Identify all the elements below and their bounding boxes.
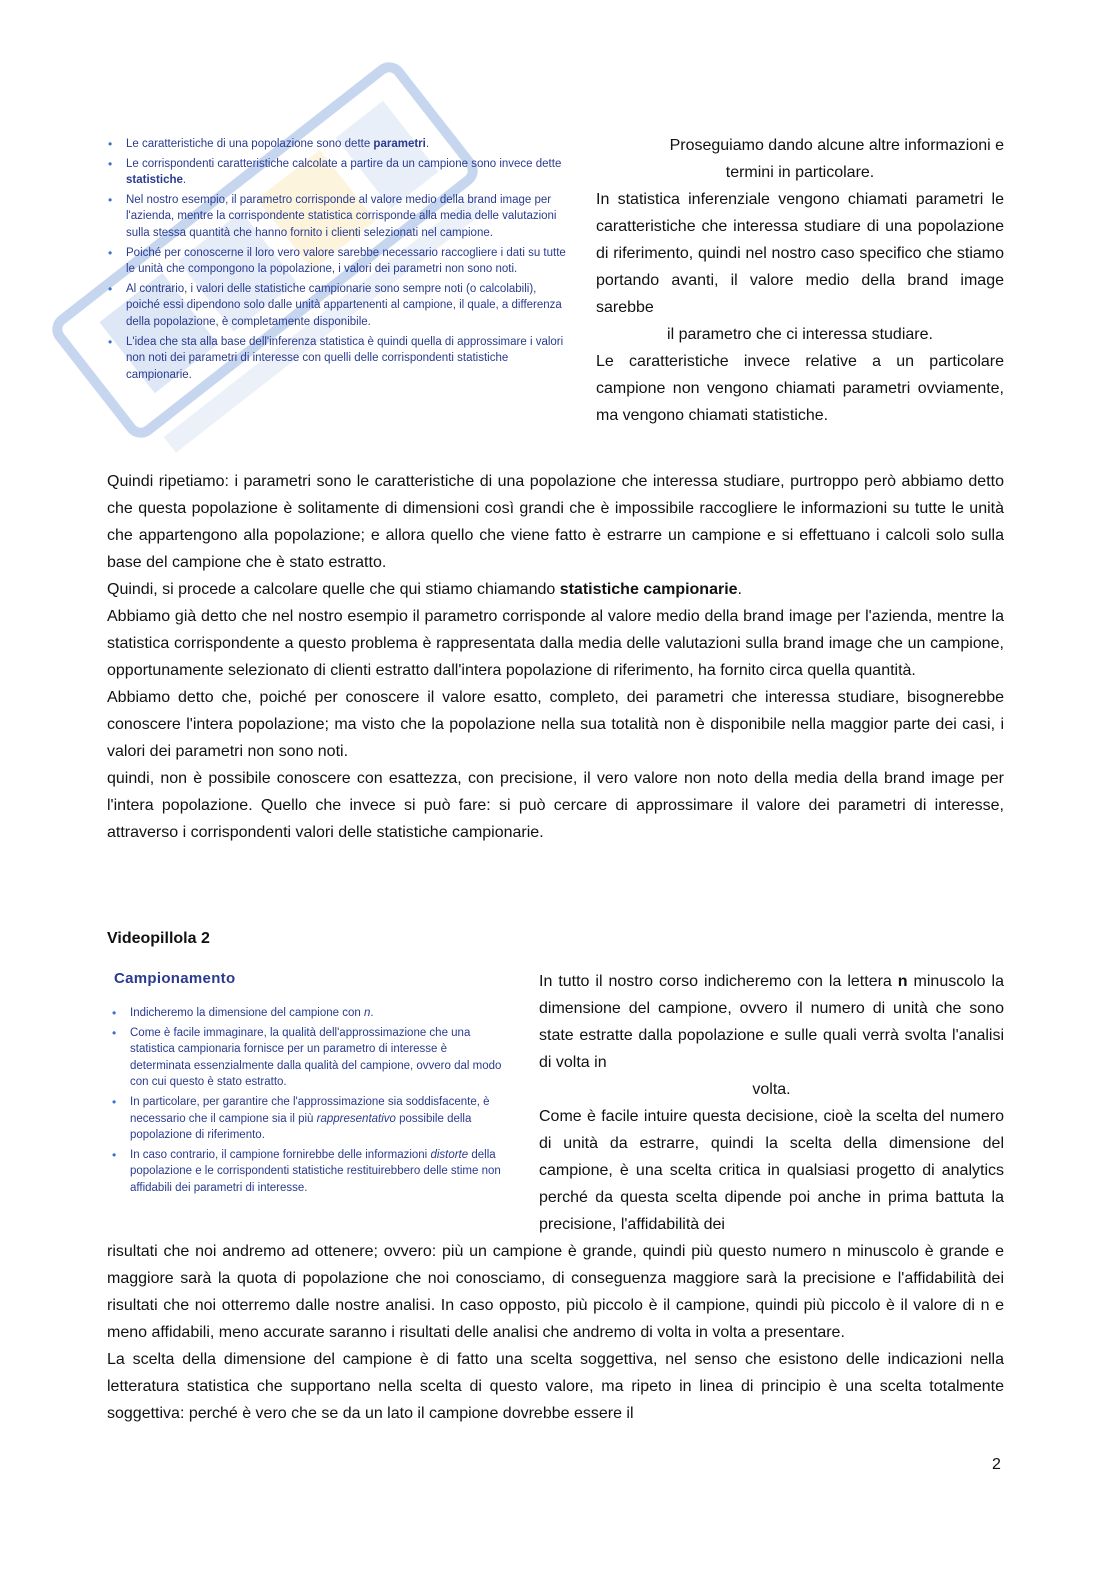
slide-image-campionamento <box>110 970 505 1200</box>
paragraph: il parametro che ci interessa studiare. <box>667 326 933 343</box>
slide2-item: • Indicheremo la dimensione del campione con n. <box>110 1005 505 1022</box>
slide2-item: • In particolare, per garantire che l'approssimazione sia soddisfacente, è necessario che il campione sia il più rappresentativo possibile della popolazione di riferimento. <box>110 1094 505 1144</box>
paragraph: In tutto il nostro corso indicheremo con la lettera n minuscolo la dimensione del campione, ovvero il numero di unità che sono state estratte dalla popolazione e sulle quali verrà svolta l'analisi di volta in <box>539 973 1005 1071</box>
section-heading: Videopillola 2 <box>107 930 210 947</box>
paragraph: risultati che noi andremo ad ottenere; ovvero: più un campione è grande, quindi più questo numero n minuscolo è grande e maggiore sarà la quota di popolazione che noi conosciamo, di conseguenza maggiore sarà la precisione e l'affidabilità dei risultati che noi otterremo dalle nostre analisi. In caso opposto, più piccolo è il campione, quindi più piccolo è il valore di n e meno affidabili, meno accurate saranno i risultati delle analisi che andremo di volta in volta a presentare. <box>107 1243 1004 1341</box>
paragraph: Come è facile intuire questa decisione, cioè la scelta del numero di unità da estrarre, quindi la scelta della dimensione del campione, è una scelta critica in qualsiasi progetto di analytics perché da questa scelta dipende poi anche in prima battuta la precisione, l'affidabilità dei <box>539 1108 1004 1233</box>
paragraph: Quindi, si procede a calcolare quelle che qui stiamo chiamando statistiche campionarie. <box>107 581 742 598</box>
paragraph: volta. <box>752 1081 791 1098</box>
paragraph: Quindi ripetiamo: i parametri sono le caratteristiche di una popolazione che interessa studiare, purtroppo però abbiamo detto che questa popolazione è solitamente di dimensioni così grandi che è impossibile raccogliere le informazioni su tutte le unità che appartengono alla popolazione; e allora quello che viene fatto è estrarre un campione e si effettuano i calcoli solo sulla base del campione che è stato estratto. <box>107 473 1004 571</box>
paragraph: Abbiamo già detto che nel nostro esempio il parametro corrisponde al valore medio della brand image per l'azienda, mentre la statistica corrispondente a questo problema è rappresentata dalla media delle valutazioni sulla brand image che un campione, opportunamente selezionato di clienti estratto dall'intera popolazione di riferimento, ha fornito circa quella quantità. <box>107 608 1004 679</box>
slide1-item: • Al contrario, i valori delle statistiche campionarie sono sempre noti (o calcolabili), poiché essi dipendono solo dalle unità appartenenti al campione, il quale, a differenza della popolazione, è completamente disponibile. <box>106 281 566 331</box>
slide1-item: • L'idea che sta alla base dell'inferenza statistica è quindi quella di approssimare i valori non noti dei parametri di interesse con quelli delle corrispondenti statistiche campionarie. <box>106 334 566 384</box>
slide2-item: • Come è facile immaginare, la qualità dell'approssimazione che una statistica campionaria fornisce per un parametro di interesse è determinata essenzialmente dalla qualità del campione, ovvero dal modo con cui questo è stato estratto. <box>110 1025 505 1091</box>
paragraph: Abbiamo detto che, poiché per conoscere il valore esatto, completo, dei parametri che interessa studiare, bisognerebbe conoscere l'intera popolazione; ma visto che la popolazione nella sua totalità non è disponibile nella maggior parte dei casi, i valori dei parametri non sono noti. <box>107 689 1004 760</box>
paragraph: Le caratteristiche invece relative a un particolare campione non vengono chiamati parametri ovviamente, ma vengono chiamati statistiche. <box>596 353 1004 424</box>
paragraph: quindi, non è possibile conoscere con esattezza, con precisione, il vero valore non noto della media della brand image per l'intera popolazione. Quello che invece si può fare: si può cercare di approssimare il valore dei parametri di interesse, attraverso i corrispondenti valori delle statistiche campionarie. <box>107 770 1004 841</box>
paragraph: In statistica inferenziale vengono chiamati parametri le caratteristiche che interessa studiare di una popolazione di riferimento, quindi nel nostro caso specifico che stiamo portando avanti, il valore medio della brand image sarebbe <box>596 191 1004 316</box>
paragraph: Proseguiamo dando alcune altre informazioni e <box>669 137 1004 154</box>
slide2-title: Campionamento <box>114 970 236 987</box>
right-column-text-2 <box>539 968 1004 1238</box>
paragraph: termini in particolare. <box>725 164 875 181</box>
right-column-text <box>596 132 1004 429</box>
slide1-item: • Nel nostro esempio, il parametro corrisponde al valore medio della brand image per l'azienda, mentre la corrispondente statistica corrisponde alla media delle valutazioni sulla stessa quantità che hanno fornito i clienti selezionati nel campione. <box>106 192 566 242</box>
slide-image-parametri <box>106 136 566 386</box>
slide1-item: • Le caratteristiche di una popolazione sono dette parametri. <box>106 136 566 153</box>
slide2-item: • In caso contrario, il campione fornirebbe delle informazioni distorte della popolazione e le corrispondenti statistiche restituirebbero delle stime non affidabili dei parametri di interesse. <box>110 1147 505 1197</box>
slide1-list <box>106 136 566 383</box>
page-number: 2 <box>992 1456 1001 1473</box>
slide1-item: • Le corrispondenti caratteristiche calcolate a partire da un campione sono invece dette statistiche. <box>106 156 566 189</box>
body-text-2 <box>107 1238 1004 1427</box>
paragraph: La scelta della dimensione del campione è di fatto una scelta soggettiva, nel senso che esistono delle indicazioni nella letteratura statistica che supportano nella scelta di questo valore, ma ripeto in linea di principio è una scelta totalmente soggettiva: perché è vero che se da un lato il campione dovrebbe essere il <box>107 1351 1004 1422</box>
slide1-item: • Poiché per conoscerne il loro vero valore sarebbe necessario raccogliere i dati su tutte le unità che compongono la popolazione, i valori dei parametri non sono noti. <box>106 245 566 278</box>
body-text-1 <box>107 468 1004 846</box>
slide2-list <box>110 1005 505 1197</box>
